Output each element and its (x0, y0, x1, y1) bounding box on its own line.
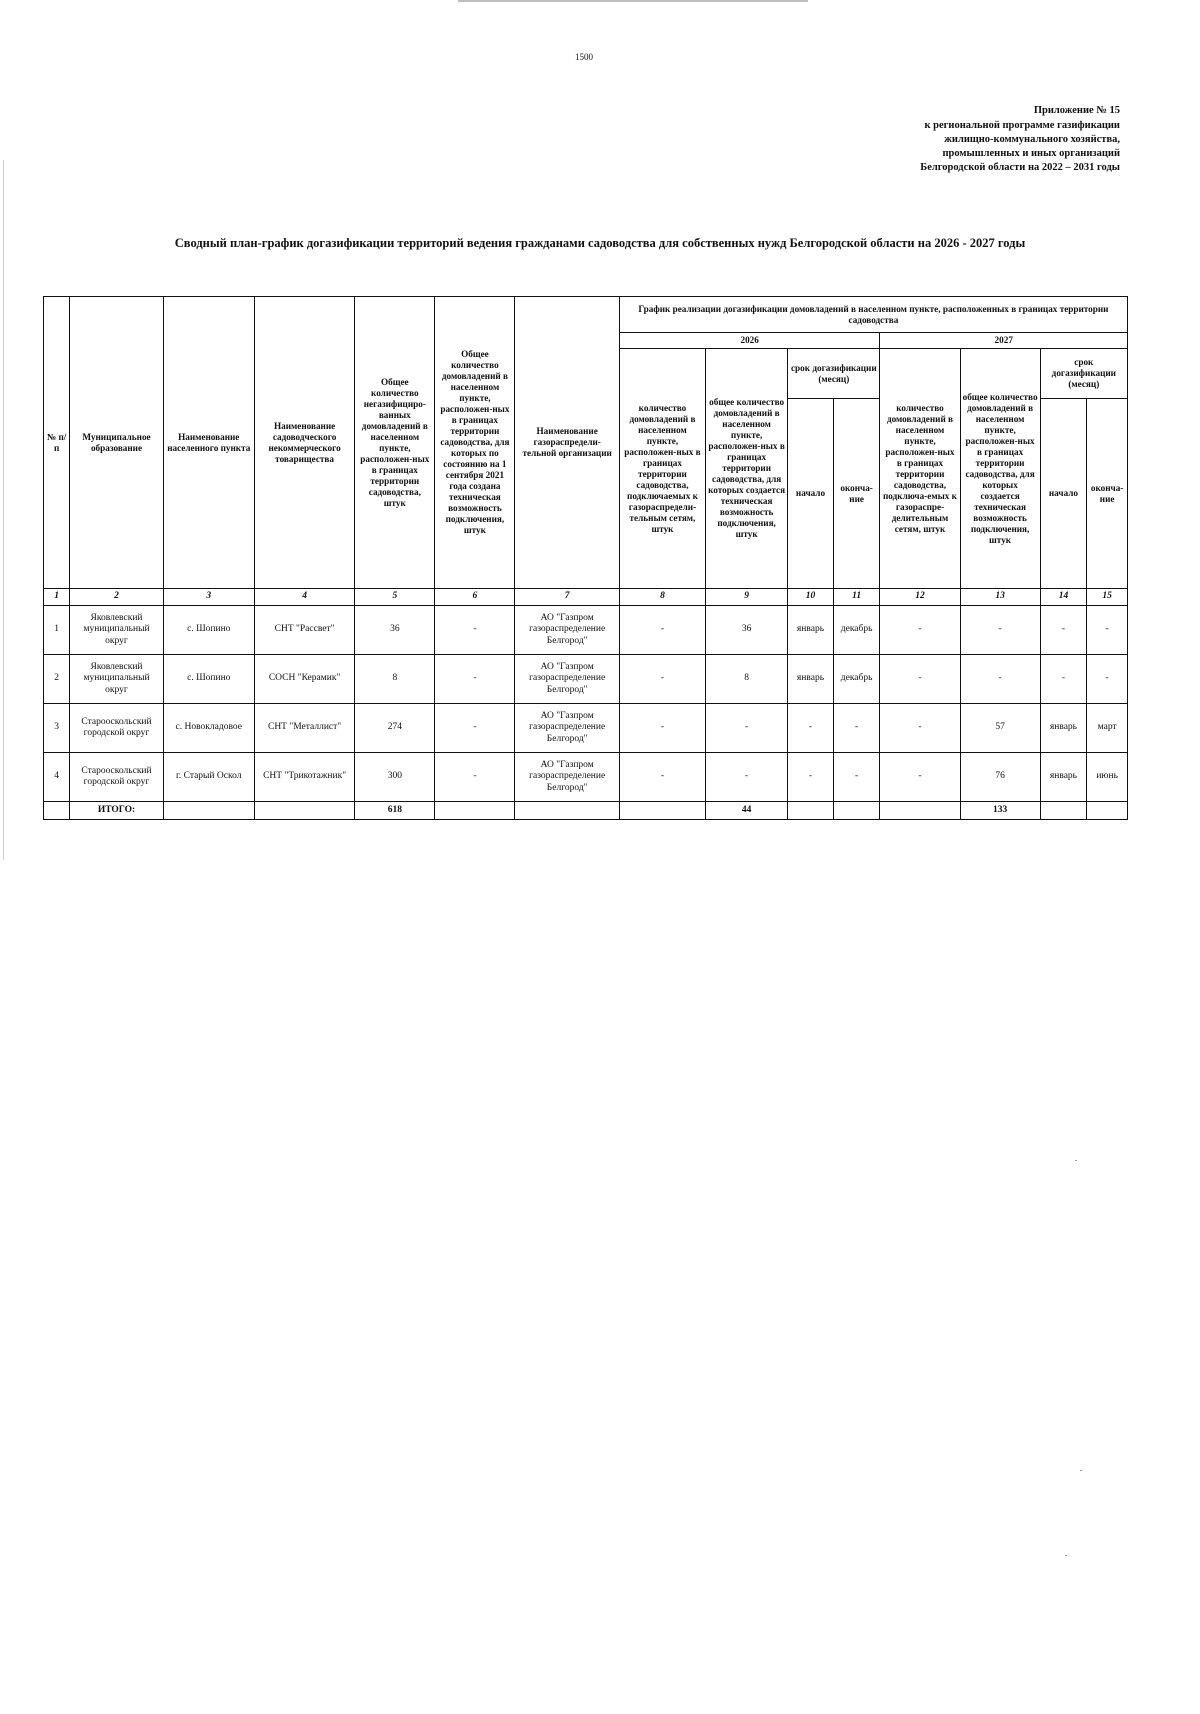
header-connected-2026: количество домовладений в населенном пункте, расположен-ных в границах территории садоводства, подключаемых к газораспредели-тельным сетям, штук (619, 349, 705, 589)
row-connected-2027: - (880, 655, 960, 704)
header-total-ungasified: Общее количество негазифициро-ванных домовладений в населенном пункте, расположен-ных в границах территории садоводства, штук (355, 297, 435, 589)
appendix-block (820, 104, 1120, 175)
total-ungasified: 618 (355, 802, 435, 820)
column-number: 8 (619, 589, 705, 606)
row-start-2026: - (788, 704, 834, 753)
row-end-2026: - (833, 753, 880, 802)
row-connected-2027: - (880, 753, 960, 802)
row-municipality: Яковлевский муниципальный округ (70, 655, 163, 704)
total-empty-cell (44, 802, 70, 820)
row-connected-2026: - (619, 704, 705, 753)
row-start-2026: январь (788, 655, 834, 704)
row-end-2027: март (1087, 704, 1128, 753)
row-total-possible: - (435, 655, 515, 704)
row-end-2026: декабрь (833, 655, 880, 704)
row-settlement: г. Старый Оскол (163, 753, 254, 802)
row-total-possible: - (435, 753, 515, 802)
row-gas-org: АО "Газпром газораспределение Белгород" (515, 655, 619, 704)
row-total-possible: - (435, 606, 515, 655)
row-end-2027: - (1087, 655, 1128, 704)
left-scan-edge (3, 160, 4, 860)
row-connected-2026: - (619, 606, 705, 655)
row-total-ungasified: 300 (355, 753, 435, 802)
row-municipality: Яковлевский муниципальный округ (70, 606, 163, 655)
total-empty-cell (619, 802, 705, 820)
schedule-table (43, 296, 1128, 820)
row-created-2026: 36 (706, 606, 788, 655)
row-connected-2027: - (880, 704, 960, 753)
row-created-2027: 76 (960, 753, 1040, 802)
header-partnership: Наименование садоводческого некоммерческого товарищества (254, 297, 354, 589)
row-total-ungasified: 36 (355, 606, 435, 655)
row-partnership: СНТ "Рассвет" (254, 606, 354, 655)
row-municipality: Старооскольский городской округ (70, 704, 163, 753)
header-municipality: Муниципальное образование (70, 297, 163, 589)
row-start-2026: январь (788, 606, 834, 655)
row-end-2026: декабрь (833, 606, 880, 655)
header-gas-org: Наименование газораспредели-тельной организации (515, 297, 619, 589)
total-empty-cell (1087, 802, 1128, 820)
row-num: 1 (44, 606, 70, 655)
table-row (44, 753, 1128, 802)
scan-speck (1075, 1160, 1077, 1161)
top-scan-rule (458, 0, 808, 2)
row-gas-org: АО "Газпром газораспределение Белгород" (515, 704, 619, 753)
row-total-ungasified: 8 (355, 655, 435, 704)
row-created-2027: - (960, 655, 1040, 704)
header-year-2026: 2026 (619, 333, 880, 349)
total-row (44, 802, 1128, 820)
column-number: 2 (70, 589, 163, 606)
column-number: 4 (254, 589, 354, 606)
row-start-2027: - (1040, 606, 1087, 655)
table-row (44, 655, 1128, 704)
column-number-row (44, 589, 1128, 606)
column-number: 13 (960, 589, 1040, 606)
appendix-line: к региональной программе газификации (924, 120, 1120, 131)
column-number: 7 (515, 589, 619, 606)
row-created-2027: - (960, 606, 1040, 655)
column-number: 15 (1087, 589, 1128, 606)
row-partnership: СНТ "Металлист" (254, 704, 354, 753)
column-number: 11 (833, 589, 880, 606)
row-settlement: с. Шопино (163, 606, 254, 655)
row-connected-2027: - (880, 606, 960, 655)
row-num: 4 (44, 753, 70, 802)
table-row (44, 704, 1128, 753)
row-num: 3 (44, 704, 70, 753)
row-settlement: с. Шопино (163, 655, 254, 704)
header-created-2026: общее количество домовладений в населенном пункте, расположен-ных в границах территории садоводства, для которых создается техническая возможность подключения, штук (706, 349, 788, 589)
total-created-2026: 44 (706, 802, 788, 820)
row-num: 2 (44, 655, 70, 704)
total-created-2027: 133 (960, 802, 1040, 820)
total-empty-cell (163, 802, 254, 820)
row-partnership: СНТ "Трикотажник" (254, 753, 354, 802)
header-term-2027: срок догазификации (месяц) (1040, 349, 1127, 399)
total-empty-cell (254, 802, 354, 820)
header-num: № п/п (44, 297, 70, 589)
scan-speck (1080, 1470, 1082, 1471)
row-connected-2026: - (619, 655, 705, 704)
column-number: 12 (880, 589, 960, 606)
row-end-2027: июнь (1087, 753, 1128, 802)
row-created-2026: 8 (706, 655, 788, 704)
header-created-2027: общее количество домовладений в населенном пункте, расположен-ных в границах территории садоводства, для которых создается техническая возможность подключения, штук (960, 349, 1040, 589)
column-number: 10 (788, 589, 834, 606)
row-gas-org: АО "Газпром газораспределение Белгород" (515, 753, 619, 802)
appendix-line: жилищно-коммунального хозяйства, (944, 134, 1120, 145)
total-empty-cell (880, 802, 960, 820)
row-start-2027: - (1040, 655, 1087, 704)
table-row (44, 606, 1128, 655)
column-number: 14 (1040, 589, 1087, 606)
document-title: Сводный план-график догазификации территорий ведения гражданами садоводства для собственных нужд Белгородской области на 2026 - 2027 годы (174, 236, 1026, 250)
header-start-2026: начало (788, 399, 834, 589)
total-empty-cell (833, 802, 880, 820)
header-end-2026: оконча-ние (833, 399, 880, 589)
column-number: 5 (355, 589, 435, 606)
column-number: 1 (44, 589, 70, 606)
row-gas-org: АО "Газпром газораспределение Белгород" (515, 606, 619, 655)
row-start-2027: январь (1040, 753, 1087, 802)
row-partnership: СОСН "Керамик" (254, 655, 354, 704)
row-start-2027: январь (1040, 704, 1087, 753)
appendix-line: промышленных и иных организаций (942, 148, 1120, 159)
total-empty-cell (515, 802, 619, 820)
column-number: 3 (163, 589, 254, 606)
header-settlement: Наименование населенного пункта (163, 297, 254, 589)
row-settlement: с. Новокладовое (163, 704, 254, 753)
row-municipality: Старооскольский городской округ (70, 753, 163, 802)
row-connected-2026: - (619, 753, 705, 802)
column-number: 6 (435, 589, 515, 606)
column-number: 9 (706, 589, 788, 606)
total-label: ИТОГО: (70, 802, 163, 820)
total-empty-cell (788, 802, 834, 820)
row-total-possible: - (435, 704, 515, 753)
page-number: 1500 (575, 52, 593, 62)
total-empty-cell (1040, 802, 1087, 820)
appendix-number: Приложение № 15 (1033, 105, 1120, 116)
header-year-2027: 2027 (880, 333, 1128, 349)
appendix-line: Белгородской области на 2022 – 2031 годы (920, 162, 1120, 173)
row-created-2026: - (706, 753, 788, 802)
header-start-2027: начало (1040, 399, 1087, 589)
row-total-ungasified: 274 (355, 704, 435, 753)
row-created-2027: 57 (960, 704, 1040, 753)
row-created-2026: - (706, 704, 788, 753)
scan-speck (1065, 1555, 1067, 1556)
header-term-2026: срок догазификации (месяц) (788, 349, 880, 399)
header-total-possible: Общее количество домовладений в населенном пункте, расположен-ных в границах территории садоводства, для которых по состоянию на 1 сентября 2021 года создана техническая возможность подключения, штук (435, 297, 515, 589)
row-end-2026: - (833, 704, 880, 753)
row-end-2027: - (1087, 606, 1128, 655)
total-empty-cell (435, 802, 515, 820)
row-start-2026: - (788, 753, 834, 802)
header-end-2027: оконча-ние (1087, 399, 1128, 589)
header-connected-2027: количество домовладений в населенном пункте, расположен-ных в границах территории садоводства, подключа-емых к газораспре-делительным сетям, штук (880, 349, 960, 589)
header-schedule: График реализации догазификации домовладений в населенном пункте, расположенных в границах территории садоводства (619, 297, 1127, 333)
